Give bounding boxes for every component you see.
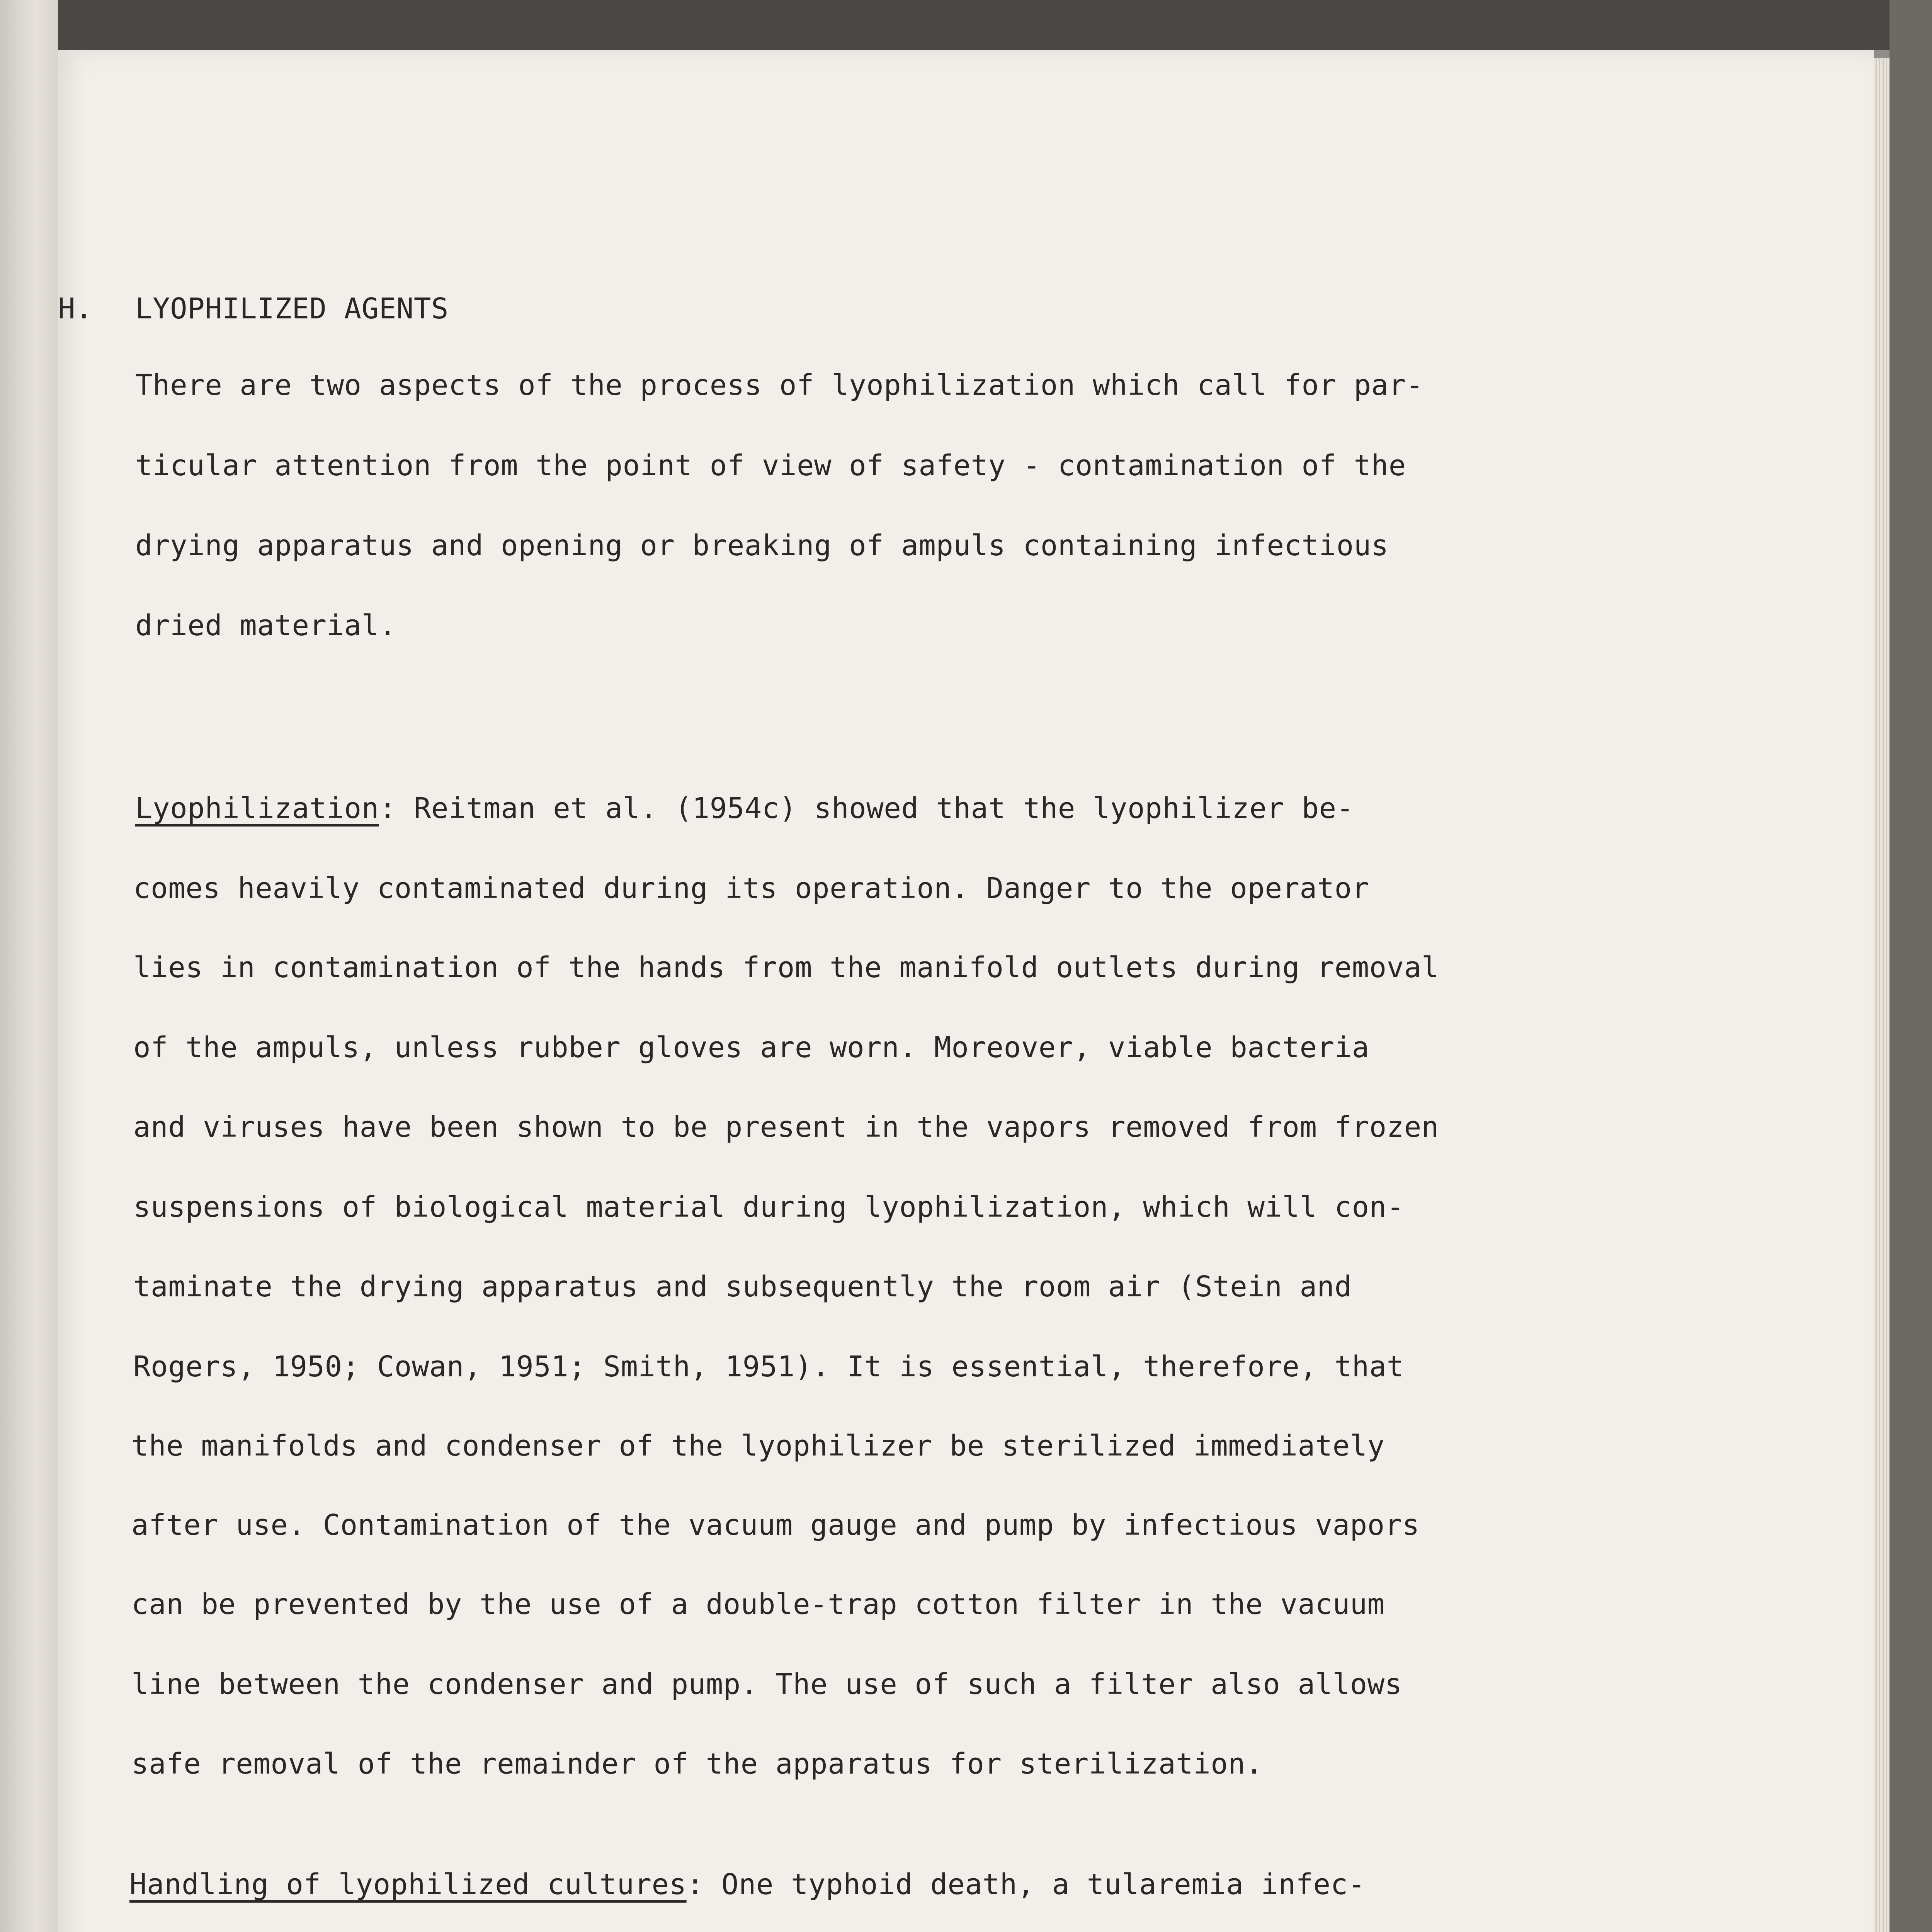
text-line: comes heavily contaminated during its operation. Danger to the operator <box>133 872 1369 905</box>
text-line: of the ampuls, unless rubber gloves are worn. Moreover, viable bacteria <box>133 1031 1369 1064</box>
handling-heading: Handling of lyophilized cultures <box>129 1868 687 1901</box>
lyophilization-heading: Lyophilization <box>135 792 379 825</box>
section-title: LYOPHILIZED AGENTS <box>135 292 449 325</box>
text-line: can be prevented by the use of a double-trap cotton filter in the vacuum <box>131 1588 1385 1621</box>
previous-page-edge <box>0 0 58 1932</box>
text-line: after use. Contamination of the vacuum gauge and pump by infectious vapors <box>131 1509 1420 1542</box>
text-line: and viruses have been shown to be present in the vapors removed from frozen <box>133 1111 1439 1144</box>
text-line: line between the condenser and pump. The use of such a filter also allows <box>131 1668 1402 1701</box>
scan-background-top <box>58 0 1889 50</box>
text-line: drying apparatus and opening or breaking of ampuls containing infectious <box>135 529 1389 562</box>
heading-continuation: : Reitman et al. (1954c) showed that the lyophilizer be- <box>379 792 1354 825</box>
text-line: Rogers, 1950; Cowan, 1951; Smith, 1951). It is essential, therefore, that <box>133 1350 1404 1383</box>
text-line: lies in contamination of the hands from the manifold outlets during removal <box>133 951 1439 984</box>
text-line <box>129 1870 1366 1899</box>
text-line: suspensions of biological material during lyophilization, which will con- <box>133 1190 1404 1224</box>
document-page <box>58 50 1874 1932</box>
text-line <box>135 794 1354 823</box>
text-line: taminate the drying apparatus and subsequently the room air (Stein and <box>133 1270 1352 1303</box>
text-line: ticular attention from the point of view of safety - contamination of the <box>135 449 1406 482</box>
text-line: safe removal of the remainder of the apparatus for sterilization. <box>131 1747 1263 1781</box>
text-line: dried material. <box>135 609 396 642</box>
text-line: the manifolds and condenser of the lyophilizer be sterilized immediately <box>131 1429 1385 1463</box>
scan-background-right <box>1889 0 1932 1932</box>
heading-continuation: : One typhoid death, a tularemia infec- <box>686 1868 1366 1901</box>
text-line: There are two aspects of the process of lyophilization which call for par- <box>135 369 1423 402</box>
section-letter: H. <box>58 292 93 325</box>
